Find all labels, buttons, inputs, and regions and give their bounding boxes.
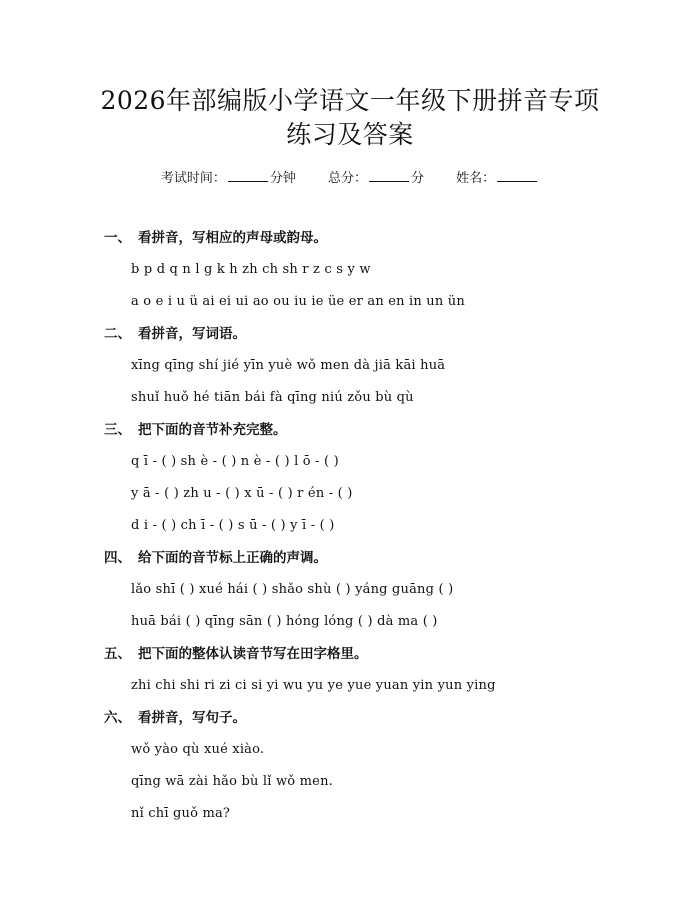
exercise-line: zhi chi shi ri zi ci si yi wu yu ye yue yuan yin yun ying	[131, 678, 496, 693]
total-score-field	[328, 169, 424, 188]
exercise-line: xīng qīng shí jié yīn yuè wǒ men dà jiā kāi huā	[131, 358, 446, 373]
exam-time-field	[161, 169, 296, 188]
section-number: 二、	[104, 326, 131, 342]
student-name-blank[interactable]	[497, 169, 537, 182]
exercise-line: qīng wā zài hǎo bù lǐ wǒ men.	[131, 774, 333, 789]
exam-info-row	[0, 169, 700, 188]
section-title: 把下面的音节补充完整。	[138, 422, 287, 438]
exam-time-label: 考试时间：	[160, 171, 226, 186]
section-3-heading	[104, 420, 287, 440]
exercise-line: b p d q n l g k h zh ch sh r z c s y w	[131, 262, 371, 277]
section-1-heading	[104, 228, 327, 248]
section-title: 看拼音，写词语。	[138, 326, 246, 342]
section-2-heading	[104, 324, 246, 344]
total-score-unit: 分	[411, 171, 425, 186]
total-score-label: 总分：	[327, 171, 367, 186]
exam-time-blank[interactable]	[228, 169, 268, 182]
exercise-line: huā bái ( ) qīng sān ( ) hóng lóng ( ) dà ma ( )	[131, 614, 438, 629]
section-number: 四、	[104, 550, 131, 566]
document-title-line-1: 2026年部编版小学语文一年级下册拼音专项	[100, 86, 600, 115]
section-title: 把下面的整体认读音节写在田字格里。	[138, 646, 368, 662]
section-number: 三、	[104, 422, 131, 438]
exercise-line: d i - ( ) ch ī - ( ) s ū - ( ) y ī - ( )	[131, 518, 335, 533]
section-title: 给下面的音节标上正确的声调。	[138, 550, 327, 566]
section-number: 六、	[104, 710, 131, 726]
exercise-line: q ī - ( ) sh è - ( ) n è - ( ) l ō - ( )	[131, 454, 339, 469]
section-5-heading	[104, 644, 368, 664]
section-number: 一、	[104, 230, 131, 246]
document-title-line-2: 练习及答案	[286, 120, 414, 149]
student-name-label: 姓名：	[456, 171, 496, 186]
section-number: 五、	[104, 646, 131, 662]
exercise-line: shuǐ huǒ hé tiān bái fà qīng niú zǒu bù qù	[131, 390, 414, 405]
exam-time-unit: 分钟	[269, 171, 296, 186]
student-name-field	[456, 169, 539, 188]
section-4-heading	[104, 548, 327, 568]
section-title: 看拼音，写句子。	[138, 710, 246, 726]
section-title: 看拼音，写相应的声母或韵母。	[138, 230, 327, 246]
section-6-heading	[104, 708, 246, 728]
exercise-line: y ā - ( ) zh u - ( ) x ū - ( ) r én - ( )	[131, 486, 353, 501]
exercise-line: lǎo shī ( ) xué hái ( ) shǎo shù ( ) yáng guāng ( )	[131, 582, 454, 597]
exercise-line: nǐ chī guǒ ma?	[131, 806, 231, 821]
total-score-blank[interactable]	[369, 169, 409, 182]
exercise-line: wǒ yào qù xué xiào.	[131, 742, 265, 757]
exercise-line: a o e i u ü ai ei ui ao ou iu ie üe er an en in un ün	[131, 294, 465, 309]
